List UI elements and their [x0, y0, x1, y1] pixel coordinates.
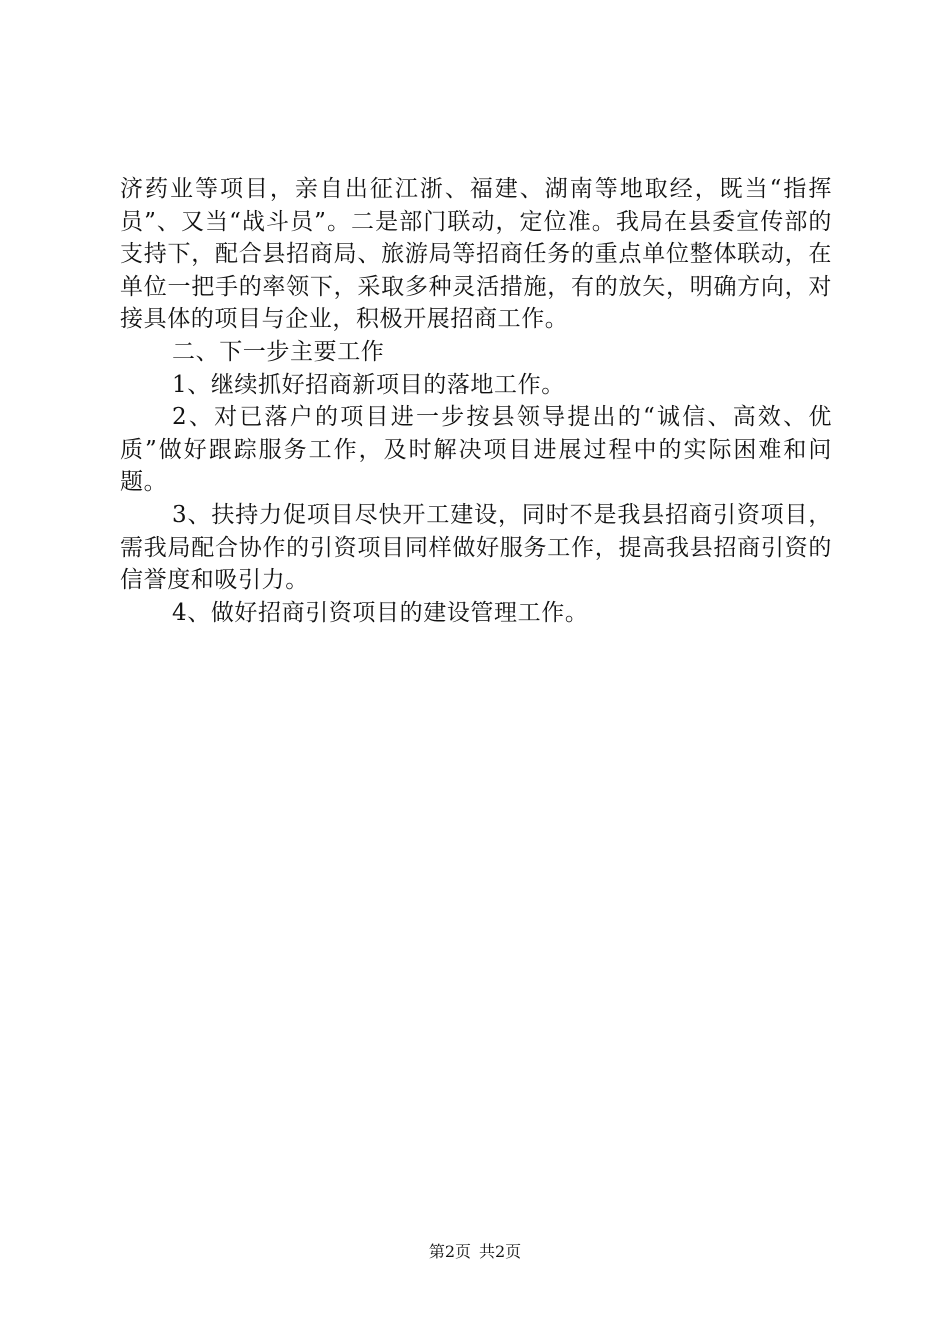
total-pages: 共2页: [479, 1242, 522, 1261]
list-item-4: 4、做好招商引资项目的建设管理工作。: [172, 599, 589, 626]
paragraph-continuation: 济药业等项目，亲自出征江浙、福建、湖南等地取经，既当“指挥员”、又当“战斗员”。二是部门联动，定位准。我局在县委宣传部的支持下，配合县招商局、旅游局等招商任务的重点单位整体联动，在单位一把手的率领下，采取多种灵活措施，有的放矢，明确方向，对接具体的项目与企业，积极开展招商工作。: [120, 176, 832, 333]
section-heading-next-steps: 二、下一步主要工作: [172, 338, 385, 365]
list-item-2: 2、对已落户的项目进一步按县领导提出的“诚信、高效、优质”做好跟踪服务工作，及时解决项目进展过程中的实际困难和问题。: [120, 404, 832, 496]
page-number: 第2页: [428, 1242, 471, 1261]
document-body: [120, 173, 832, 629]
page-footer: [0, 1242, 950, 1262]
list-item-3: 3、扶持力促项目尽快开工建设，同时不是我县招商引资项目，需我局配合协作的引资项目同样做好服务工作，提高我县招商引资的信誉度和吸引力。: [120, 501, 832, 594]
list-item-1: 1、继续抓好招商新项目的落地工作。: [172, 371, 565, 398]
